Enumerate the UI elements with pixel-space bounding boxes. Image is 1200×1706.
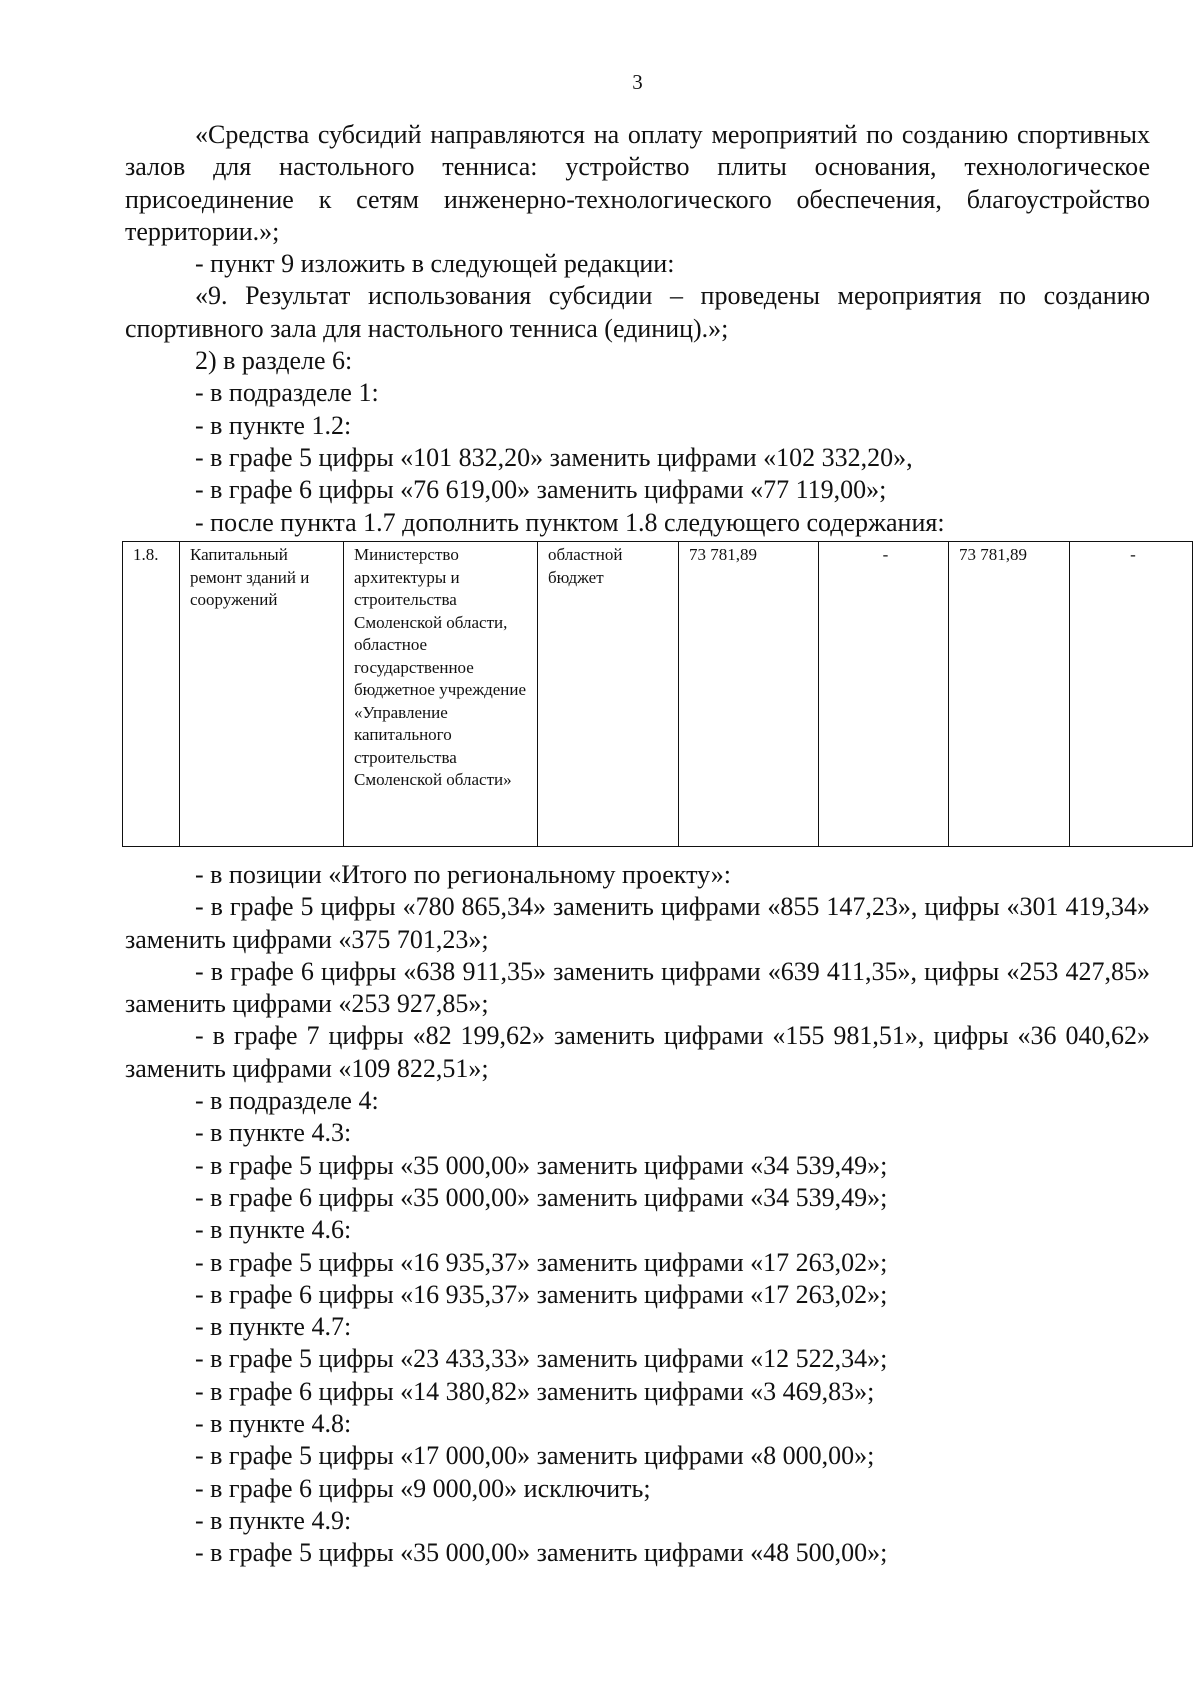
point43-col5-change: - в графе 5 цифры «35 000,00» заменить цифрами «34 539,49»; [195,1150,888,1180]
point12-heading: - в пункте 1.2: [195,410,352,440]
point46-heading: - в пункте 4.6: [195,1215,352,1245]
itogo-col6-change: - в графе 6 цифры «638 911,35» заменить цифрами «639 411,35», цифры «253 427,85» заменить цифрами «253 927,85»; [125,956,1150,1019]
point18-table [122,541,1193,847]
cell-number: 1.8. [123,542,180,847]
add-point18-heading: - после пункта 1.7 дополнить пунктом 1.8 следующего содержания: [195,507,945,537]
point47-col5-change: - в графе 5 цифры «23 433,33» заменить цифрами «12 522,34»; [195,1344,888,1374]
point49-col5-change: - в графе 5 цифры «35 000,00» заменить цифрами «48 500,00»; [195,1538,888,1568]
itogo-col5-change: - в графе 5 цифры «780 865,34» заменить цифрами «855 147,23», цифры «301 419,34» заменить цифрами «375 701,23»; [125,892,1150,954]
amendments-bottom [125,859,1150,1570]
point43-heading: - в пункте 4.3: [195,1118,352,1148]
point48-col5-change: - в графе 5 цифры «17 000,00» заменить цифрами «8 000,00»; [195,1441,875,1471]
point12-col6-change: - в графе 6 цифры «76 619,00» заменить цифрами «77 119,00»; [195,475,887,505]
cell-total: 73 781,89 [679,542,819,847]
cell-col7: 73 781,89 [949,542,1070,847]
cell-col6: - [819,542,949,847]
point12-col5-change: - в графе 5 цифры «101 832,20» заменить цифрами «102 332,20», [195,442,913,472]
cell-funding-source: областной бюджет [538,542,679,847]
point46-col6-change: - в графе 6 цифры «16 935,37» заменить цифрами «17 263,02»; [195,1279,888,1309]
subsection4-heading: - в подразделе 4: [195,1086,379,1116]
amendments-top [125,119,1150,539]
itogo-col7-change: - в графе 7 цифры «82 199,62» заменить цифрами «155 981,51», цифры «36 040,62» заменить цифрами «109 822,51»; [125,1021,1150,1083]
table-row [123,542,1193,847]
item9-heading: - пункт 9 изложить в следующей редакции: [195,249,675,279]
point46-col5-change: - в графе 5 цифры «16 935,37» заменить цифрами «17 263,02»; [195,1247,888,1277]
point48-heading: - в пункте 4.8: [195,1409,352,1439]
point43-col6-change: - в графе 6 цифры «35 000,00» заменить цифрами «34 539,49»; [195,1182,888,1212]
point47-heading: - в пункте 4.7: [195,1312,352,1342]
point48-col6-change: - в графе 6 цифры «9 000,00» исключить; [195,1473,651,1503]
item9-text: «9. Результат использования субсидии – проведены мероприятия по созданию спортивного зала для настольного тенниса (единиц).»; [125,281,1150,343]
itogo-heading: - в позиции «Итого по региональному проекту»: [195,860,731,889]
page-number: 3 [632,70,643,94]
section6-heading: 2) в разделе 6: [195,346,353,376]
point47-col6-change: - в графе 6 цифры «14 380,82» заменить цифрами «3 469,83»; [195,1376,875,1406]
subsection1-heading: - в подразделе 1: [195,378,379,408]
subsidy-purpose-paragraph: «Средства субсидий направляются на оплату мероприятий по созданию спортивных залов для настольного тенниса: устройство плиты основания, технологическое присоединение к сетям инженерно-технологического обеспечения, благоустройство территории.»; [125,120,1150,246]
point49-heading: - в пункте 4.9: [195,1505,352,1535]
cell-name: Капитальный ремонт зданий и сооружений [180,542,344,847]
cell-executor: Министерство архитектуры и строительства Смоленской области, областное государственное бюджетное учреждение «Управление капитального строительства Смоленской области» [344,542,538,847]
cell-col8: - [1070,542,1193,847]
